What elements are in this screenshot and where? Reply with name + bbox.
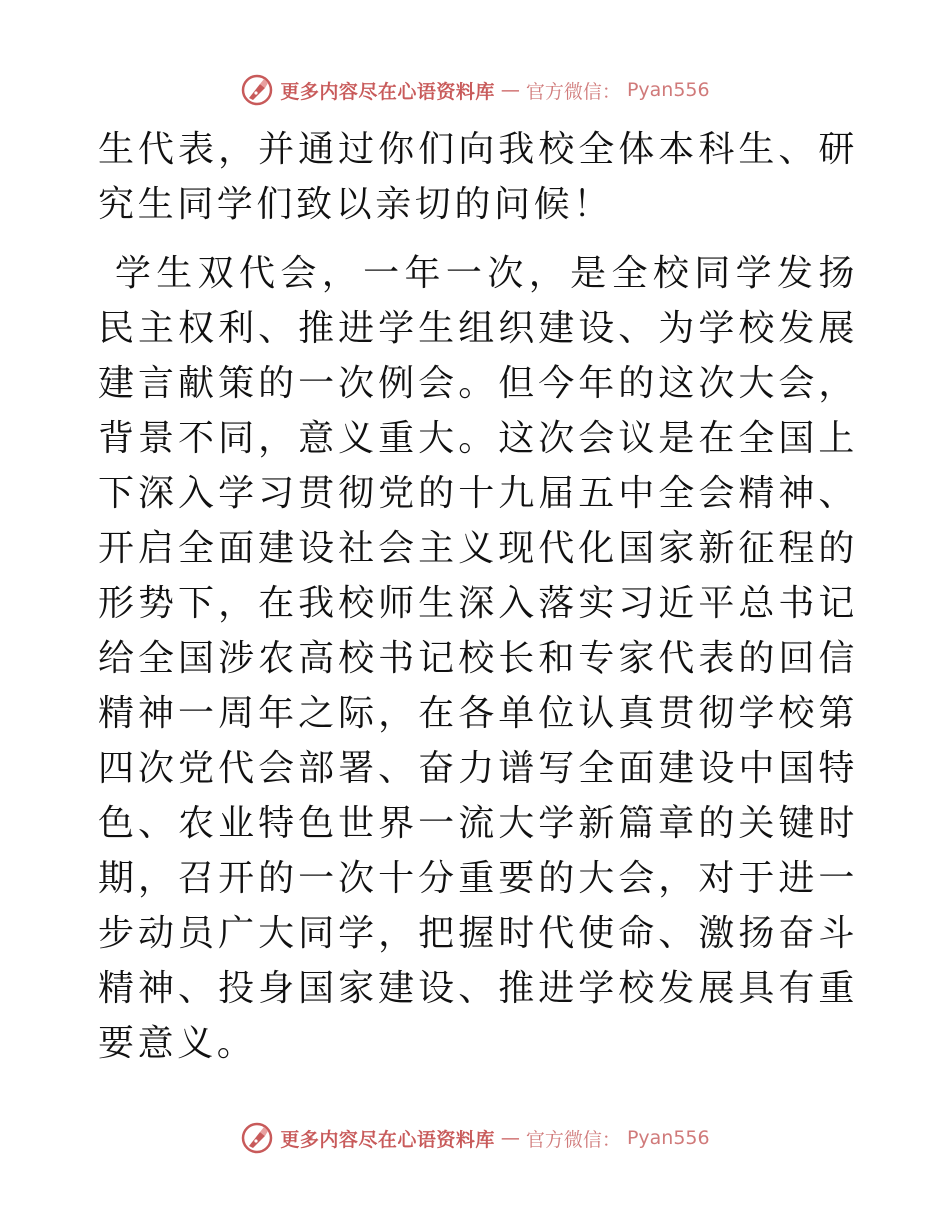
- watermark-separator: —: [500, 1127, 520, 1149]
- header-watermark: [0, 70, 950, 110]
- watermark-brand-text: 更多内容尽在心语资料库: [280, 1128, 495, 1151]
- watermark-brand-text: 更多内容尽在心语资料库: [280, 80, 495, 103]
- document-body: [98, 122, 858, 1071]
- watermark-wechat-id: Pyan556: [626, 79, 710, 101]
- pen-nib-logo-icon: [240, 1121, 274, 1155]
- pen-nib-logo-icon: [240, 73, 274, 107]
- watermark-wechat-id: Pyan556: [626, 1127, 710, 1149]
- footer-watermark: [0, 1118, 950, 1158]
- watermark-wechat-label: 官方微信：: [525, 1128, 621, 1151]
- paragraph-1: 生代表，并通过你们向我校全体本科生、研究生同学们致以亲切的问候！: [98, 129, 858, 225]
- watermark-wechat-label: 官方微信：: [525, 80, 621, 103]
- watermark-separator: —: [500, 79, 520, 101]
- paragraph-2: 学生双代会，一年一次，是全校同学发扬民主权利、推进学生组织建设、为学校发展建言献策的一次例会。但今年的这次大会，背景不同，意义重大。这次会议是在全国上下深入学习贯彻党的十九届五中全会精神、开启全面建设社会主义现代化国家新征程的形势下，在我校师生深入落实习近平总书记给全国涉农高校书记校长和专家代表的回信精神一周年之际，在各单位认真贯彻学校第四次党代会部署、奋力谱写全面建设中国特色、农业特色世界一流大学新篇章的关键时期，召开的一次十分重要的大会，对于进一步动员广大同学，把握时代使命、激扬奋斗精神、投身国家建设、推进学校发展具有重要意义。: [98, 253, 858, 1064]
